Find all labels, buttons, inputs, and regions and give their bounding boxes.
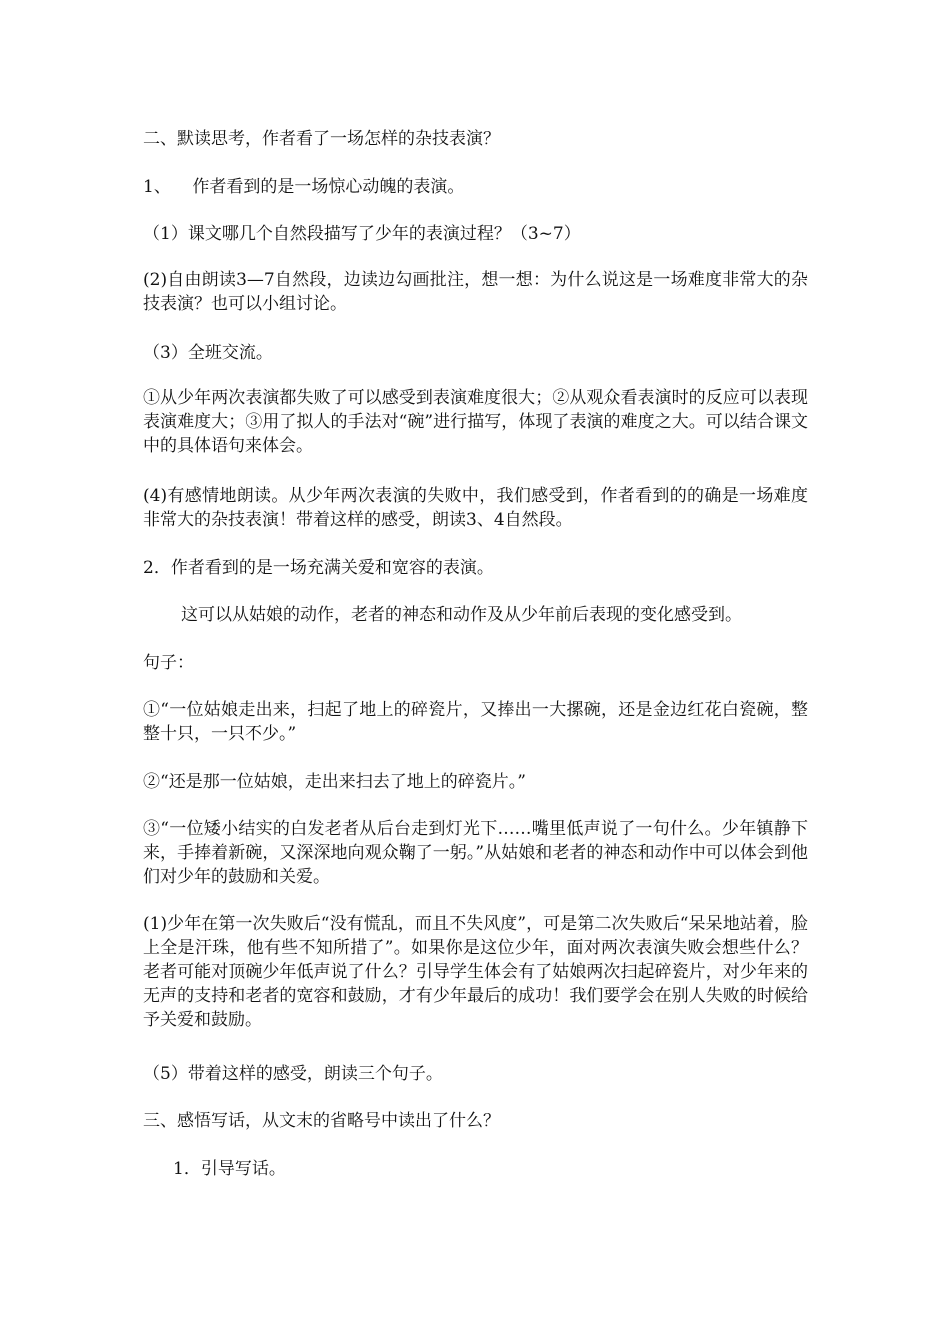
section-heading-2: 二、默读思考，作者看了一场怎样的杂技表演？ — [143, 129, 500, 149]
sentence-1: ①“一位姑娘走出来，扫起了地上的碎瓷片，又捧出一大摞碗，还是金边红花白瓷碗，整整十只，一只不少。” — [143, 700, 808, 744]
question-2: (2)自由朗读3—7自然段，边读边勾画批注，想一想：为什么说这是一场难度非常大的杂技表演？也可以小组讨论。 — [143, 270, 808, 314]
question-3: （3）全班交流。 — [143, 343, 273, 363]
question-1: （1）课文哪几个自然段描写了少年的表演过程？（3~7） — [143, 224, 581, 244]
reflection-question: (1)少年在第一次失败后“没有慌乱，而且不失风度”，可是第二次失败后“呆呆地站着，脸上全是汗珠，他有些不知所措了”。如果你是这位少年，面对两次表演失败会想些什么？老者可能对顶碗少年低声说了什么？引导学生体会有了姑娘两次扫起碎瓷片，对少年来的无声的支持和老者的宽容和鼓励，才有少年最后的成功！我们要学会在别人失败的时候给予关爱和鼓励。 — [143, 914, 808, 1030]
section-heading-3: 三、感悟写话，从文末的省略号中读出了什么？ — [143, 1111, 500, 1131]
discussion-points: ①从少年两次表演都失败了可以感受到表演难度很大；②从观众看表演时的反应可以表现表演难度大；③用了拟人的手法对“碗”进行描写，体现了表演的难度之大。可以结合课文中的具体语句来体会。 — [143, 388, 808, 456]
question-5: （5）带着这样的感受，朗读三个句子。 — [143, 1064, 443, 1084]
sentence-3: ③“一位矮小结实的白发老者从后台走到灯光下……嘴里低声说了一句什么。少年镇静下来，手捧着新碗，又深深地向观众鞠了一躬。”从姑娘和老者的神态和动作中可以体会到他们对少年的鼓励和关爱。 — [143, 819, 808, 887]
point-2-explanation: 这可以从姑娘的动作，老者的神态和动作及从少年前后表现的变化感受到。 — [181, 605, 742, 625]
sentences-label: 句子： — [143, 653, 194, 673]
point-2-heading: 2．作者看到的是一场充满关爱和宽容的表演。 — [143, 558, 494, 578]
writing-guide: 1．引导写话。 — [173, 1159, 286, 1179]
question-4: (4)有感情地朗读。从少年两次表演的失败中，我们感受到，作者看到的的确是一场难度非常大的杂技表演！带着这样的感受，朗读3、4自然段。 — [143, 486, 808, 530]
sentence-2: ②“还是那一位姑娘，走出来扫去了地上的碎瓷片。” — [143, 772, 526, 792]
point-1-heading: 1、 作者看到的是一场惊心动魄的表演。 — [143, 177, 465, 197]
